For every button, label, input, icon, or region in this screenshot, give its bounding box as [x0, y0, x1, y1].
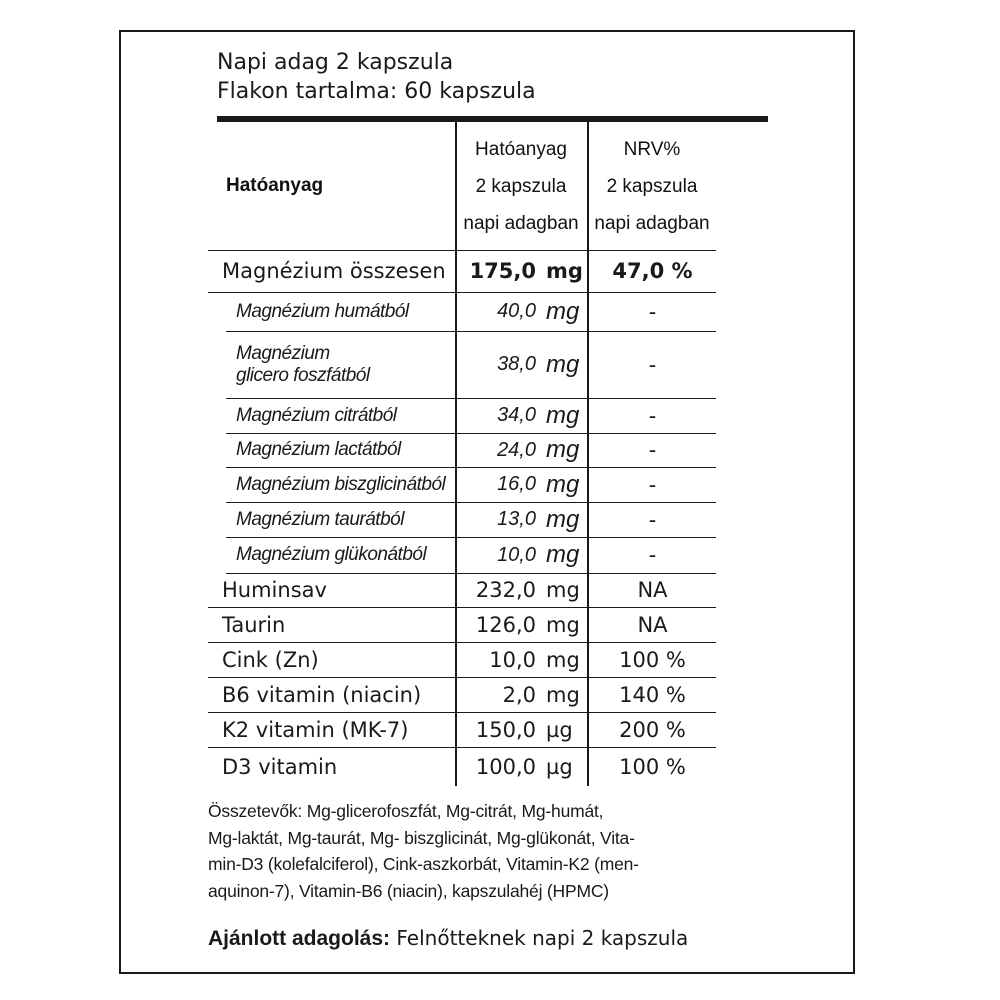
amount-value: 10,0 [497, 543, 536, 566]
header-amount-line1: Hatóanyag [475, 138, 567, 160]
ingredient-amount [462, 331, 586, 398]
amount-unit: mg [546, 436, 580, 463]
amount-value: 40,0 [497, 300, 536, 322]
amount-unit: mg [546, 297, 580, 325]
amount-unit: mg [546, 259, 583, 283]
amount-unit: µg [546, 754, 573, 779]
header-ingredient-label: Hatóanyag [226, 175, 324, 196]
ingredient-name: Magnézium citrátból [236, 404, 397, 426]
ingredient-name: D3 vitamin [222, 754, 338, 779]
ingredient-name: B6 vitamin (niacin) [222, 682, 422, 707]
ingredient-name: Magnézium összesen [222, 259, 446, 283]
amount-value: 100,0 [475, 754, 536, 779]
amount-value: 34,0 [497, 404, 536, 426]
ingredient-amount [462, 712, 586, 747]
ingredient-name: Magnézium glükonátból [236, 544, 427, 565]
header-amount [456, 122, 586, 250]
header-amount-line3: napi adagban [463, 212, 579, 234]
nrv-value: - [648, 352, 657, 377]
ingredient-amount [462, 677, 586, 712]
ingredients-list [208, 798, 748, 904]
ingredient-amount [462, 642, 586, 677]
daily-dose-text: Napi adag 2 kapszula [217, 50, 454, 75]
amount-unit: mg [546, 350, 580, 378]
ingredients-line: aquinon-7), Vitamin-B6 (niacin), kapszulahéj (HPMC) [208, 880, 609, 901]
recommended-dosage [208, 926, 688, 951]
ingredient-amount [462, 398, 586, 433]
nrv-value: - [648, 403, 657, 428]
amount-unit: µg [546, 717, 573, 742]
ingredient-name: K2 vitamin (MK-7) [222, 717, 409, 742]
ingredient-amount [462, 573, 586, 607]
amount-value: 16,0 [497, 473, 536, 495]
ingredient-name: Taurin [222, 612, 286, 637]
nrv-value: 47,0 % [612, 259, 693, 283]
ingredient-amount [462, 537, 586, 573]
ingredient-amount [462, 250, 586, 292]
amount-value: 150,0 [475, 717, 536, 742]
header-nrv [588, 122, 716, 250]
nrv-value: 200 % [619, 717, 686, 742]
ingredient-name: Cink (Zn) [222, 647, 319, 672]
ingredient-amount [462, 747, 586, 786]
ingredient-name: Magnézium taurátból [236, 508, 404, 530]
nrv-value: 100 % [619, 647, 686, 672]
amount-unit: mg [546, 401, 580, 429]
bottle-content-text: Flakon tartalma: 60 kapszula [217, 79, 536, 104]
ingredient-name: Magnézium lactátból [236, 439, 401, 460]
nrv-value: - [648, 438, 657, 462]
header-nrv-line1: NRV% [623, 138, 681, 160]
ingredient-name-line: Magnézium [236, 342, 330, 364]
nrv-value: NA [637, 612, 668, 637]
nrv-value: - [648, 543, 657, 567]
amount-value: 10,0 [489, 647, 536, 672]
nrv-value: - [648, 507, 657, 532]
ingredient-name: Magnézium biszglicinátból [236, 473, 446, 495]
nrv-value: 100 % [619, 754, 686, 779]
nrv-value: 140 % [619, 682, 686, 707]
amount-value: 232,0 [475, 578, 536, 602]
amount-unit: mg [546, 505, 580, 533]
dosage-text: Felnőtteknek napi 2 kapszula [396, 926, 689, 950]
serving-info [217, 48, 536, 106]
ingredient-amount [462, 433, 586, 467]
amount-unit: mg [546, 647, 580, 672]
amount-unit: mg [546, 682, 580, 707]
ingredient-name: Magnézium humátból [236, 300, 409, 322]
amount-value: 38,0 [497, 353, 536, 375]
ingredients-line: Mg-laktát, Mg-taurát, Mg- biszglicinát, Mg-glükonát, Vita- [208, 827, 635, 848]
header-ingredient [226, 122, 454, 250]
header-nrv-line2: 2 kapszula [606, 175, 698, 197]
nrv-value: - [648, 472, 657, 497]
ingredient-amount [462, 292, 586, 331]
amount-unit: mg [546, 541, 580, 568]
header-amount-line2: 2 kapszula [475, 175, 567, 197]
header-nrv-line3: napi adagban [594, 212, 710, 234]
ingredients-line: min-D3 (kolefalciferol), Cink-aszkorbát, Vitamin-K2 (men- [208, 854, 639, 874]
ingredient-amount [462, 502, 586, 537]
dosage-label: Ajánlott adagolás: [208, 927, 391, 950]
nrv-value: - [648, 299, 657, 324]
column-divider [455, 122, 457, 786]
amount-value: 2,0 [502, 682, 536, 707]
amount-value: 24,0 [497, 438, 536, 461]
amount-value: 13,0 [497, 508, 536, 530]
ingredient-name [236, 331, 454, 398]
amount-value: 175,0 [469, 259, 536, 283]
ingredient-amount [462, 467, 586, 502]
amount-unit: mg [546, 578, 580, 602]
ingredient-name: Huminsav [222, 578, 327, 602]
amount-unit: mg [546, 470, 580, 498]
ingredients-line: Összetevők: Mg-glicerofoszfát, Mg-citrát, Mg-humát, [208, 801, 604, 821]
nrv-value: NA [637, 578, 668, 602]
amount-value: 126,0 [475, 612, 536, 637]
ingredient-amount [462, 607, 586, 642]
ingredient-name-line: glicero foszfátból [236, 364, 370, 386]
amount-unit: mg [546, 612, 580, 637]
